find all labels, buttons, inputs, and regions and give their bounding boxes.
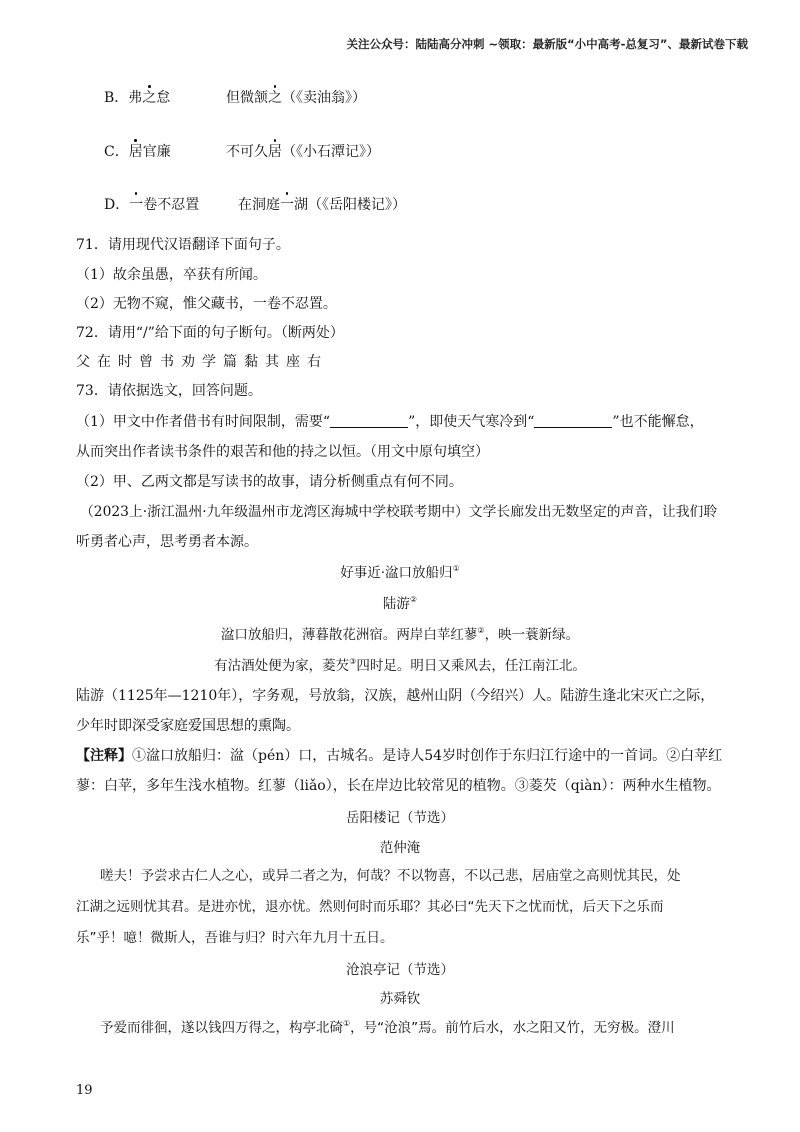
passage-author-fan-zhongyan: 范仲淹 (379, 840, 421, 856)
passage-line: 乐”乎！噫！微斯人，吾谁与归？时六年九月十五日。 (76, 930, 394, 946)
question-73-part-2: （2）甲、乙两文都是写读书的故事，请分析侧重点有何不同。 (76, 474, 463, 490)
option-text: 弗 (128, 90, 143, 106)
notes-text: ①湓口放船归：湓（pén）口，古城名。是诗人54岁时创作于东归江行途中的一首词。②白苹红 (132, 748, 723, 764)
footnote-marker: ② (477, 626, 485, 635)
emphasized-char: 居 (128, 144, 143, 160)
passage-line: 江湖之远则忧其君。是进亦忧，退亦忧。然则何时而乐耶？其必曰“先天下之忧而忧，后天下之乐而 (76, 899, 664, 915)
emphasized-char: 之 (268, 90, 282, 106)
footnote-marker: ① (452, 564, 460, 573)
passage-text: 予爱而徘徊，遂以钱四万得之，构亭北碕 (100, 1020, 343, 1036)
option-text: 湖（《岳阳楼记》） (294, 197, 406, 213)
question-text: （1）甲文中作者借书有时间限制，需要“ (76, 414, 331, 430)
emphasized-char: 之 (142, 90, 157, 106)
question-71-title: 71．请用现代汉语翻译下面句子。 (76, 237, 290, 253)
option-text: （《小石潭记》） (282, 144, 380, 160)
emphasized-char: 一 (129, 197, 144, 213)
option-text: 官廉 (142, 144, 171, 160)
poem-text: ，映一蓑新绿。 (484, 627, 580, 643)
option-text: 不可久 (226, 144, 268, 160)
passage-line (100, 1018, 675, 1038)
question-71-sentence-1: （1）故余虽愚，卒获有所闻。 (76, 267, 267, 283)
question-72-sentence: 父在时曾书劝学篇黏其座右 (76, 354, 328, 370)
notes-line-2: 蓼：白苹，多年生浅水植物。红蓼（liǎo），长在岸边比较常见的植物。③菱芡（qiàn）：两种水生植物。 (76, 778, 721, 794)
question-73-title: 73．请依据选文，回答问题。 (76, 383, 262, 399)
option-text: （《卖油翁》） (282, 90, 366, 106)
poem-title (0, 563, 800, 583)
option-letter: B． (104, 90, 129, 106)
emphasized-char: 一 (280, 197, 294, 213)
question-71-sentence-2: （2）无物不窥，惟父藏书，一卷不忍置。 (76, 296, 337, 312)
question-73-part-1-cont: 从而突出作者读书条件的艰苦和他的持之以恒。（用文中原句填空） (76, 444, 489, 460)
option-text: 在洞庭 (238, 197, 280, 213)
question-text: ”，即使天气寒冷到“ (408, 414, 535, 430)
question-73-part-1 (76, 412, 704, 432)
poem-author-text: 陆游 (382, 596, 410, 612)
passage-text: ，号“沧浪”焉。前竹后水，水之阳又竹，无穷极。澄川 (350, 1020, 675, 1036)
answer-blank-2[interactable] (534, 413, 612, 428)
author-bio-line-2: 少年时即深受家庭爱国思想的熏陶。 (76, 718, 300, 734)
poem-line-2 (0, 656, 800, 676)
option-text: 但微颔 (226, 90, 268, 106)
option-c-right (226, 142, 380, 162)
footnote-marker: ② (409, 595, 418, 604)
poem-title-text: 好事近·湓口放船归 (340, 565, 453, 581)
passage-author-su-shunqin: 苏舜钦 (379, 991, 421, 1007)
author-bio-line-1: 陆游（1125年—1210年），字务观，号放翁，汉族，越州山阴（今绍兴）人。陆游生逢北宋灭亡之际， (76, 688, 715, 704)
option-b-right (226, 88, 366, 108)
notes-line-1 (76, 746, 722, 766)
poem-text: 四时足。明日又乘风去，任江南江北。 (356, 658, 586, 674)
option-b (104, 88, 170, 108)
passage-title-yueyanglou: 岳阳楼记（节选） (346, 810, 454, 826)
poem-line-1 (0, 625, 800, 645)
option-letter: D． (104, 197, 130, 213)
poem-text: 有沽酒处便为家，菱芡 (214, 658, 350, 674)
section-intro-line-1: （2023上·浙江温州·九年级温州市龙湾区海城中学校联考期中）文学长廊发出无数坚定的声音，让我们聆 (80, 504, 718, 520)
option-text: 卷不忍置 (143, 197, 200, 213)
option-letter: C． (104, 144, 129, 160)
passage-title-canglangting: 沧浪亭记（节选） (346, 962, 454, 978)
page-header: 关注公众号：陆陆高分冲刺 ~领取：最新版“小中高考-总复习”、最新试卷下载 (346, 37, 748, 51)
option-d-right (238, 195, 406, 215)
option-text: 怠 (156, 90, 171, 106)
passage-line: 嗟夫！予尝求古仁人之心，或异二者之为，何哉？不以物喜，不以己悲，居庙堂之高则忧其民，处 (100, 868, 681, 884)
section-intro-line-2: 听勇者心声，思考勇者本源。 (76, 534, 258, 550)
notes-label: 【注释】 (76, 748, 132, 764)
footnote-marker: ① (343, 1019, 351, 1028)
answer-blank-1[interactable] (330, 413, 408, 428)
poem-text: 湓口放船归，薄暮散花洲宿。两岸白苹红蓼 (220, 627, 478, 643)
page-number: 19 (76, 1083, 93, 1098)
footnote-marker: ③ (349, 657, 357, 666)
emphasized-char: 居 (268, 144, 282, 160)
question-72-title: 72．请用“/”给下面的句子断句。（断两处） (76, 325, 344, 341)
question-text: ”也不能懈怠， (612, 414, 704, 430)
poem-author (0, 594, 800, 614)
option-c (104, 142, 171, 162)
option-d (104, 195, 199, 215)
